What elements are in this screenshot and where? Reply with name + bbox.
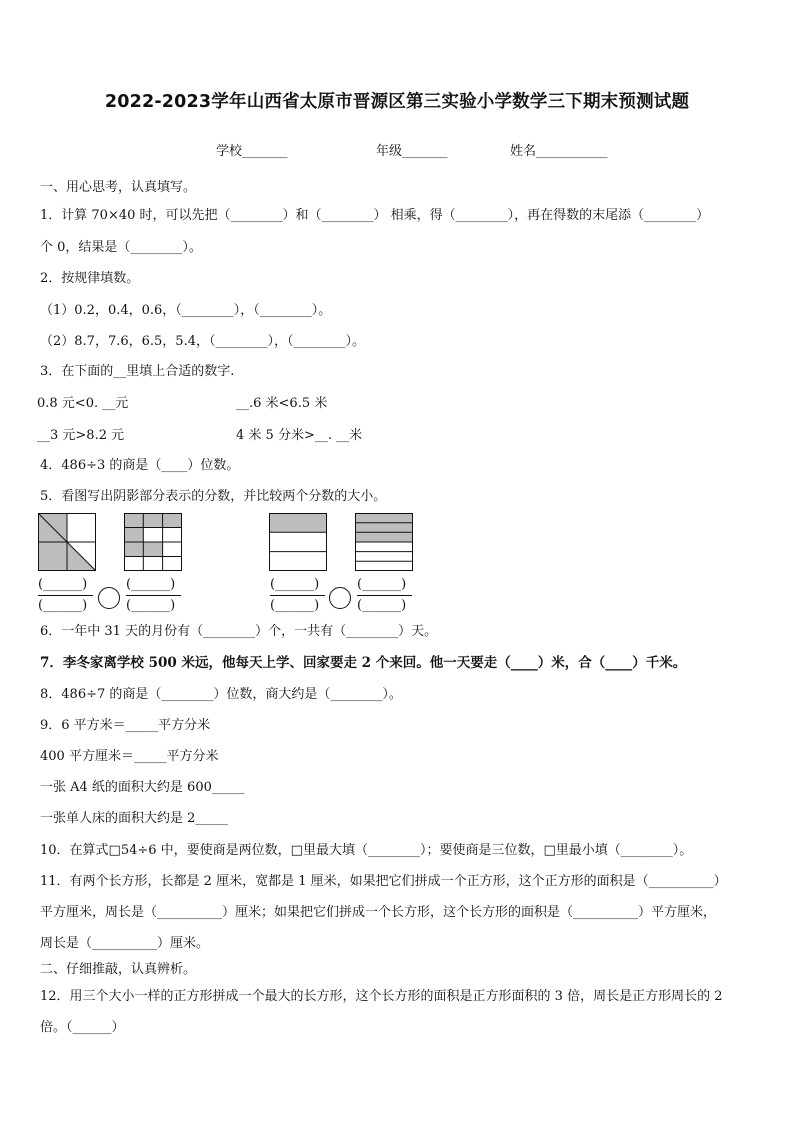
question-11-line-1: 11．有两个长方形，长都是 2 厘米，宽都是 1 厘米，如果把它们拼成一个正方形，这个正方形的面积是（__________） — [40, 874, 727, 889]
fraction-2[interactable] — [126, 578, 181, 613]
question-3-item-b: __.6 米<6.5 米 — [236, 396, 328, 411]
figure-4-strips — [355, 513, 413, 571]
question-10: 10．在算式□54÷6 中，要使商是两位数，□里最大填（________）；要使商是三位数，□里最小填（________）。 — [40, 843, 693, 858]
question-2-part-2: （2）8.7，7.6，6.5，5.4，（________），（________）。 — [40, 334, 365, 349]
fraction-2-numerator[interactable]: (______) — [126, 577, 176, 592]
compare-circle-2[interactable] — [329, 587, 351, 609]
fraction-1-numerator[interactable]: (______) — [38, 577, 88, 592]
question-12-line-1: 12．用三个大小一样的正方形拼成一个最大的长方形，这个长方形的面积是正方形面积的 3 倍，周长是正方形周长的 2 — [40, 989, 723, 1004]
question-1-line-1: 1．计算 70×40 时，可以先把（________）和（________） 相乘，得（________），再在得数的末尾添（________） — [40, 208, 710, 223]
section-1-heading: 一、用心思考，认真填写。 — [40, 180, 197, 195]
question-9-line-4: 一张单人床的面积大约是 2_____ — [40, 811, 228, 826]
fraction-1[interactable] — [38, 578, 93, 613]
figure-3-bands — [269, 513, 327, 571]
figure-1-shaded-square — [38, 513, 96, 571]
question-7: 7．李冬家离学校 500 米远，他每天上学、回家要走 2 个来回。他一天要走（____）米，合（____）千米。 — [40, 655, 687, 671]
fraction-3-denominator[interactable]: (______) — [270, 598, 320, 613]
question-2-part-1: （1）0.2，0.4，0.6，（________），（________）。 — [40, 303, 332, 318]
question-9-line-3: 一张 A4 纸的面积大约是 600_____ — [40, 780, 245, 795]
question-9-line-1: 9．6 平方米＝_____平方分米 — [40, 718, 211, 733]
question-2-stem: 2．按规律填数。 — [40, 271, 140, 286]
question-3-stem: 3．在下面的__里填上合适的数字. — [40, 364, 235, 379]
fraction-3[interactable] — [270, 578, 325, 613]
question-11-line-2: 平方厘米，周长是（__________）厘米；如果把它们拼成一个长方形，这个长方形的面积是（__________）平方厘米， — [40, 905, 717, 920]
question-5-stem: 5．看图写出阴影部分表示的分数，并比较两个分数的大小。 — [40, 489, 387, 504]
grade-field[interactable]: 年级_______ — [376, 144, 448, 159]
fraction-3-numerator[interactable]: (______) — [270, 577, 320, 592]
fraction-4-numerator[interactable]: (______) — [357, 577, 407, 592]
fraction-4-denominator[interactable]: (______) — [357, 598, 407, 613]
figure-2-grid — [124, 513, 182, 571]
compare-circle-1[interactable] — [98, 587, 120, 609]
question-3-item-d: 4 米 5 分米>__. __米 — [236, 428, 363, 443]
name-field[interactable]: 姓名___________ — [510, 144, 608, 159]
fraction-1-denominator[interactable]: (______) — [38, 598, 88, 613]
question-6: 6．一年中 31 天的月份有（________）个，一共有（________）天。 — [40, 624, 438, 639]
page-title: 2022-2023学年山西省太原市晋源区第三实验小学数学三下期末预测试题 — [104, 92, 690, 112]
question-3-item-a: 0.8 元<0. __元 — [37, 396, 129, 411]
fraction-4[interactable] — [357, 578, 412, 613]
school-field[interactable]: 学校_______ — [216, 144, 288, 159]
question-11-line-3: 周长是（__________）厘米。 — [40, 936, 210, 951]
question-3-item-c: __3 元>8.2 元 — [37, 428, 125, 443]
question-8: 8．486÷7 的商是（________）位数，商大约是（________）。 — [40, 687, 402, 702]
question-1-line-2: 个 0，结果是（________）。 — [40, 240, 202, 255]
fraction-2-denominator[interactable]: (______) — [126, 598, 176, 613]
question-9-line-2: 400 平方厘米＝_____平方分米 — [40, 749, 219, 764]
section-2-heading: 二、仔细推敲，认真辨析。 — [40, 962, 197, 977]
question-12-line-2: 倍。（______） — [40, 1020, 125, 1035]
question-4: 4．486÷3 的商是（____）位数。 — [40, 458, 240, 473]
